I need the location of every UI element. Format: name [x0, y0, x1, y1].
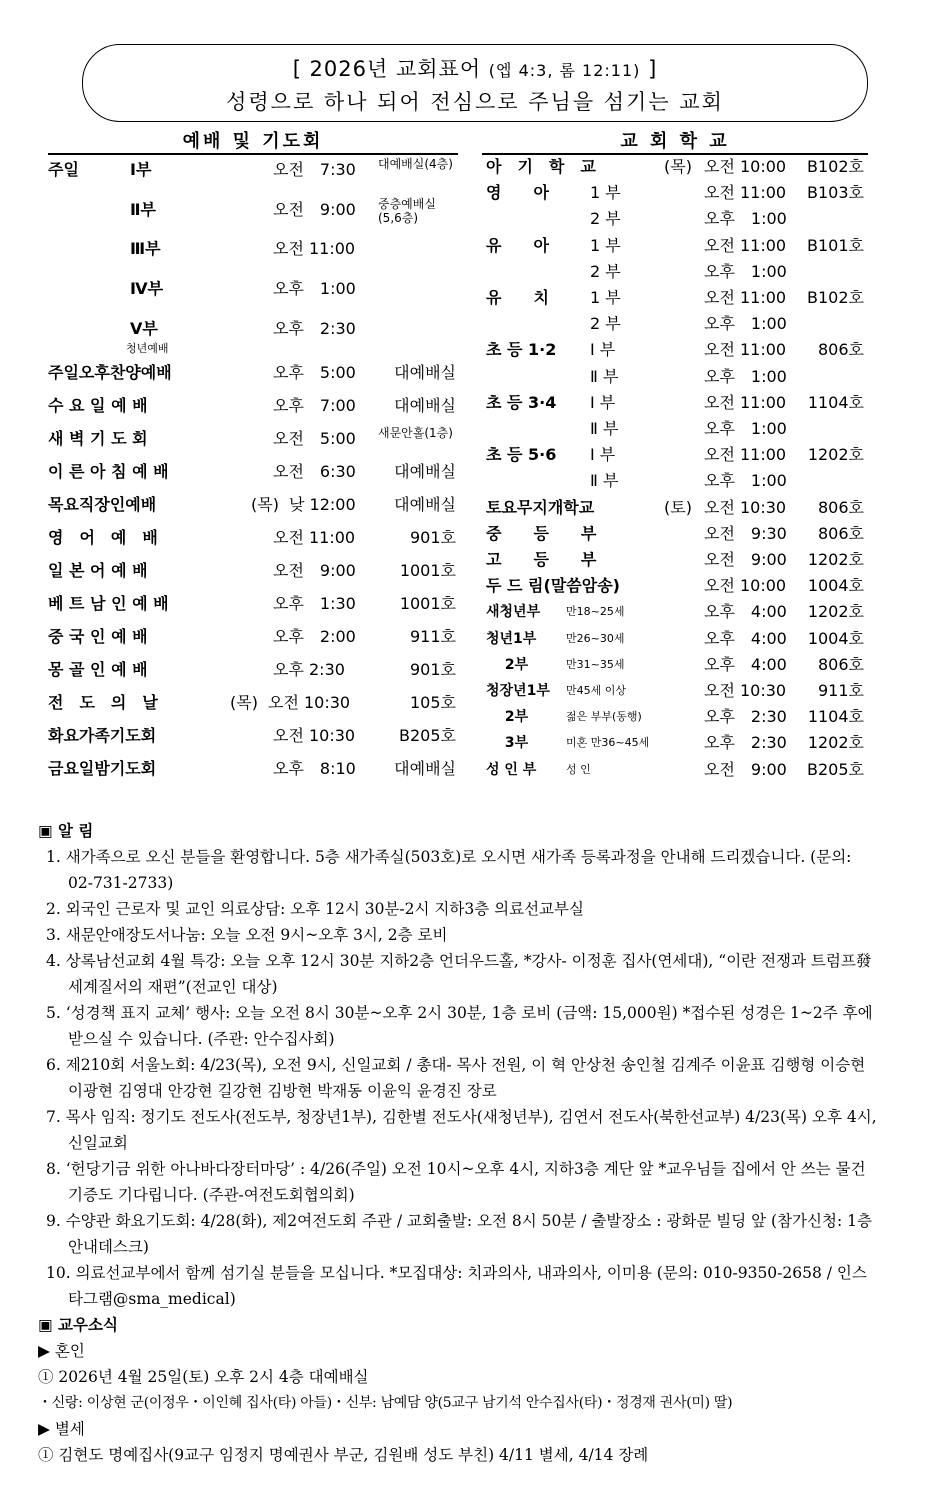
school-row — [0, 442, 880, 468]
worship-day: (목) — [230, 693, 258, 712]
school-name: 두 드 림(말씀암송) — [486, 576, 620, 596]
school-place: 806호 — [818, 654, 864, 674]
school-row — [0, 547, 880, 573]
notice-item: 8. ‘헌당기금 위한 아나바다장터마당’ : 4/26(주일) 오전 10시~오후 4시, 지하3층 계단 앞 *교우님들 집에서 안 쓰는 물건 기증도 기다립니다. (주관-여전도회협의회) — [46, 1160, 866, 1204]
school-place: 911호 — [818, 681, 864, 700]
school-name: 중 등 부 — [486, 523, 597, 543]
school-name: 영 아 — [486, 183, 549, 203]
worship-time: 낮 12:00 — [289, 495, 356, 514]
school-place: 1104호 — [807, 392, 864, 412]
school-row — [0, 652, 880, 678]
school-time: 오전 10:00 — [704, 576, 787, 596]
school-row — [0, 416, 880, 442]
school-time: 오전 11:00 — [704, 235, 787, 255]
worship-place: 901호 — [410, 528, 456, 547]
school-row — [0, 154, 880, 180]
school-row — [0, 599, 880, 625]
worship-place: 대예배실 — [394, 462, 456, 481]
notice-item: 7. 목사 임직: 정기도 전도사(전도부, 청장년1부), 김한별 전도사(새청년부), 김연서 전도사(북한선교부) 4/23(목) 오후 4시, 신일교회 — [46, 1108, 877, 1152]
worship-time: 오전 6:30 — [273, 462, 356, 481]
worship-time: 오후 7:00 — [273, 396, 356, 415]
wedding-heading: ▶ 혼인 — [38, 1342, 85, 1360]
worship-place: 1001호 — [399, 561, 456, 580]
school-time: 오후 1:00 — [704, 209, 787, 229]
worship-part: Ⅴ부 — [130, 319, 158, 338]
school-time: 오후 1:00 — [704, 314, 787, 334]
school-row — [0, 730, 880, 756]
worship-name: 화요가족기도회 — [48, 726, 157, 745]
worship-name: 주일오후찬양예배 — [48, 363, 172, 382]
worship-time: 오전 9:00 — [273, 200, 356, 219]
school-part: 1 부 — [590, 235, 621, 255]
school-place: 1202호 — [807, 445, 864, 465]
school-time: 오후 1:00 — [704, 261, 787, 281]
worship-place: 대예배실 — [394, 363, 456, 382]
school-part: 1 부 — [590, 288, 621, 307]
worship-time: 오전 10:30 — [268, 693, 351, 712]
school-time: 오전 11:00 — [704, 183, 787, 203]
school-age: 만45세 이상 — [566, 684, 626, 697]
worship-time: 오후 1:00 — [273, 279, 356, 298]
worship-place: 901호 — [410, 660, 456, 679]
worship-name: 금요일밤기도회 — [48, 759, 157, 778]
school-place: 1104호 — [807, 707, 864, 727]
notice-item: 6. 제210회 서울노회: 4/23(목), 오전 9시, 신일교회 / 총대- 목사 전원, 이 혁 안상천 송인철 김계주 이윤표 김행형 이승현 이광현 김영대 안강현 길강현 김방현 박재동 이윤익 윤경진 장로 — [46, 1056, 866, 1100]
school-part: Ⅰ 부 — [590, 392, 616, 412]
school-place: B103호 — [807, 183, 864, 203]
school-name: 2부 — [486, 656, 529, 673]
school-part: Ⅱ 부 — [590, 471, 619, 491]
worship-time: 오후 2:00 — [273, 627, 356, 646]
school-place: 1202호 — [807, 733, 864, 753]
school-age: 만26~30세 — [566, 631, 625, 645]
motto-banner — [82, 44, 868, 122]
worship-name: 베 트 남 인 예 배 — [48, 594, 169, 613]
school-row — [0, 521, 880, 547]
death-info: ① 김현도 명예집사(9교구 임정지 명예권사 부군, 김원배 성도 부친) 4/11 별세, 4/14 장례 — [38, 1446, 649, 1464]
school-name: 3부 — [486, 735, 529, 752]
worship-place: B205호 — [399, 726, 456, 745]
wedding-couple: ・신랑: 이상현 군(이정우・이인혜 집사(타) 아들)・신부: 남예담 양(5교구 남기석 안수집사(타)・정경재 권사(미) 딸) — [38, 1395, 733, 1411]
school-time: 오전 9:00 — [704, 550, 787, 569]
school-part: Ⅱ 부 — [590, 419, 619, 438]
worship-place: 대예배실 — [394, 495, 456, 514]
school-name: 청장년1부 — [486, 683, 550, 699]
worship-time: 오후 2:30 — [273, 660, 345, 679]
notice-item: 4. 상록남선교회 4월 특강: 오늘 오후 12시 30분 지하2층 언더우드홀, *강사- 이정훈 집사(연세대), “이란 전쟁과 트럼프發 세계질서의 재편”(전교인 대상) — [46, 952, 872, 996]
school-row — [0, 285, 880, 311]
school-age: 만31~35세 — [566, 657, 625, 671]
worship-name: 주일 — [48, 160, 79, 179]
worship-name: 일 본 어 예 배 — [48, 561, 148, 580]
school-place: 806호 — [818, 497, 864, 517]
school-part: Ⅱ 부 — [590, 366, 619, 386]
school-time: 오후 2:30 — [704, 707, 787, 727]
motto-reference: (엡 4:3, 롬 12:11) — [488, 61, 641, 80]
worship-day: (목) — [251, 495, 279, 514]
school-time: 오후 1:00 — [704, 471, 787, 491]
wedding-info: ① 2026년 4월 25일(토) 오후 2시 4층 대예배실 — [38, 1368, 369, 1386]
worship-name: 영 어 예 배 — [48, 528, 158, 547]
notice-item: 9. 수양관 화요기도회: 4/28(화), 제2여전도회 주관 / 교회출발: 오전 8시 50분 / 출발장소 : 광화문 빌딩 앞 (참가신청: 1층 안내데스크) — [46, 1212, 872, 1256]
school-age: 젊은 부부(동행) — [566, 710, 642, 724]
worship-time: 오전 7:30 — [273, 160, 356, 179]
motto-text: 성령으로 하나 되어 전심으로 주님을 섬기는 교회 — [226, 90, 724, 114]
worship-place: 911호 — [410, 627, 456, 646]
school-name: 유 아 — [486, 235, 549, 255]
school-place: B102호 — [807, 288, 864, 307]
school-name: 토요무지개학교 — [486, 497, 595, 517]
school-time: 오전 11:00 — [704, 340, 787, 360]
school-name: 아 기 학 교 — [486, 157, 596, 176]
worship-name: 몽 골 인 예 배 — [48, 660, 148, 679]
school-time: 오후 1:00 — [704, 419, 787, 438]
school-row — [0, 259, 880, 285]
news-heading: ▣ 교우소식 — [38, 1316, 118, 1334]
school-row — [0, 233, 880, 259]
worship-place: 1001호 — [399, 594, 456, 613]
school-row — [0, 364, 880, 390]
worship-name: 목요직장인예배 — [48, 495, 157, 514]
school-part: 2 부 — [590, 314, 621, 334]
worship-name: 전 도 의 날 — [48, 693, 158, 712]
notice-item: 3. 새문안애장도서나눔: 오늘 오전 9시~오후 3시, 2층 로비 — [46, 926, 448, 944]
school-row — [0, 180, 880, 206]
worship-name: 수 요 일 예 배 — [48, 396, 148, 415]
school-time: 오후 2:30 — [704, 733, 787, 753]
school-name: 초 등 5·6 — [486, 445, 557, 465]
worship-name: 새 벽 기 도 회 — [48, 429, 148, 448]
notices-heading: ▣ 알 림 — [38, 822, 94, 840]
school-name: 초 등 3·4 — [486, 392, 557, 412]
notice-item: 10. 의료선교부에서 함께 섬기실 분들을 모십니다. *모집대상: 치과의사, 내과의사, 이미용 (문의: 010-9350-2658 / 인스타그램@sma_medical) — [46, 1264, 867, 1308]
notices-section — [38, 818, 878, 1468]
school-time: 오전 11:00 — [704, 392, 787, 412]
school-name: 고 등 부 — [486, 550, 597, 569]
school-time: 오후 1:00 — [704, 366, 787, 386]
worship-part: Ⅳ부 — [130, 279, 164, 298]
school-place: B205호 — [807, 759, 864, 779]
worship-sub: 청년예배 — [126, 342, 169, 355]
worship-part: Ⅲ부 — [130, 239, 161, 258]
school-age: 성 인 — [566, 762, 591, 776]
school-age: 만18~25세 — [566, 605, 625, 619]
motto-year: [ 2026년 교회표어 — [292, 57, 482, 81]
notice-item: 2. 외국인 근로자 및 교인 의료상담: 오후 12시 30분-2시 지하3층 의료선교부실 — [46, 900, 584, 918]
school-heading: 교 회 학 교 — [482, 127, 868, 155]
worship-time: 오후 5:00 — [273, 363, 356, 382]
school-row — [0, 678, 880, 704]
worship-part: Ⅰ부 — [130, 160, 152, 179]
school-time: 오후 4:00 — [704, 654, 787, 674]
motto-title — [83, 53, 867, 83]
school-time: 오후 4:00 — [704, 602, 787, 622]
school-time: 오전 11:00 — [704, 445, 787, 465]
worship-time: 오전 5:00 — [273, 429, 356, 448]
school-name: 새청년부 — [486, 604, 541, 621]
worship-place: 대예배실 — [394, 759, 456, 778]
school-row — [0, 206, 880, 232]
worship-name: 이 른 아 침 예 배 — [48, 462, 169, 481]
school-place: 806호 — [818, 523, 864, 543]
worship-place: 대예배실(4층) — [378, 157, 453, 171]
school-place: 1202호 — [807, 550, 864, 569]
school-row — [0, 573, 880, 599]
worship-heading: 예배 및 기도회 — [48, 127, 458, 155]
school-place: 1202호 — [807, 602, 864, 622]
worship-time: 오전 11:00 — [273, 239, 356, 258]
worship-time: 오전 10:30 — [273, 726, 356, 745]
worship-time: 오후 2:30 — [273, 319, 356, 338]
worship-place: 105호 — [410, 693, 456, 712]
school-row — [0, 495, 880, 521]
school-name: 성 인 부 — [486, 761, 537, 778]
school-place: 806호 — [818, 340, 864, 360]
school-row — [0, 390, 880, 416]
school-row — [0, 311, 880, 337]
school-place: 1004호 — [807, 576, 864, 596]
school-time: 오전 10:30 — [704, 681, 787, 700]
worship-place: 대예배실 — [394, 396, 456, 415]
school-row — [0, 337, 880, 363]
worship-name: 중 국 인 예 배 — [48, 627, 148, 646]
death-heading: ▶ 별세 — [38, 1420, 85, 1438]
school-time: 오전 9:30 — [704, 523, 787, 543]
school-name: 2부 — [486, 709, 529, 726]
school-row — [0, 704, 880, 730]
school-name: 유 치 — [486, 288, 549, 307]
school-part: Ⅰ 부 — [590, 445, 616, 465]
notice-item: 5. ‘성경책 표지 교체’ 행사: 오늘 오전 8시 30분~오후 2시 30분, 1층 로비 (금액: 15,000원) *접수된 성경은 1~2주 후에 받으실 수 있습니다. (주관: 안수집사회) — [46, 1004, 873, 1048]
school-part: 1 부 — [590, 183, 621, 203]
worship-place: 중층예배실(5,6층) — [378, 197, 436, 225]
worship-time: 오후 1:30 — [273, 594, 356, 613]
worship-time: 오전 11:00 — [273, 528, 356, 547]
worship-time: 오후 8:10 — [273, 759, 356, 778]
school-row — [0, 468, 880, 494]
notice-item: 1. 새가족으로 오신 분들을 환영합니다. 5층 새가족실(503호)로 오시면 새가족 등록과정을 안내해 드리겠습니다. (문의: 02-731-2733) — [46, 848, 852, 892]
school-part: Ⅰ 부 — [590, 340, 616, 360]
worship-time: 오전 9:00 — [273, 561, 356, 580]
worship-part: Ⅱ부 — [130, 200, 156, 219]
notice-list — [38, 844, 878, 1312]
school-time: 오전 10:00 — [704, 157, 787, 176]
school-part: 2 부 — [590, 209, 621, 229]
motto-bracket: ] — [648, 57, 658, 81]
worship-place: 새문안홀(1층) — [378, 426, 453, 440]
school-part: 2 부 — [590, 261, 621, 281]
school-day: (목) — [664, 157, 692, 176]
school-place: B101호 — [807, 235, 864, 255]
school-day: (토) — [664, 497, 692, 517]
school-row — [0, 626, 880, 652]
school-name: 청년1부 — [486, 630, 537, 647]
school-row — [0, 757, 880, 783]
school-time: 오전 11:00 — [704, 288, 787, 307]
school-time: 오전 10:30 — [704, 497, 787, 517]
school-age: 미혼 만36~45세 — [566, 736, 650, 750]
school-place: 1004호 — [807, 628, 864, 648]
school-place: B102호 — [807, 157, 864, 176]
school-time: 오후 4:00 — [704, 628, 787, 648]
school-name: 초 등 1·2 — [486, 340, 557, 360]
school-time: 오전 9:00 — [704, 759, 787, 779]
